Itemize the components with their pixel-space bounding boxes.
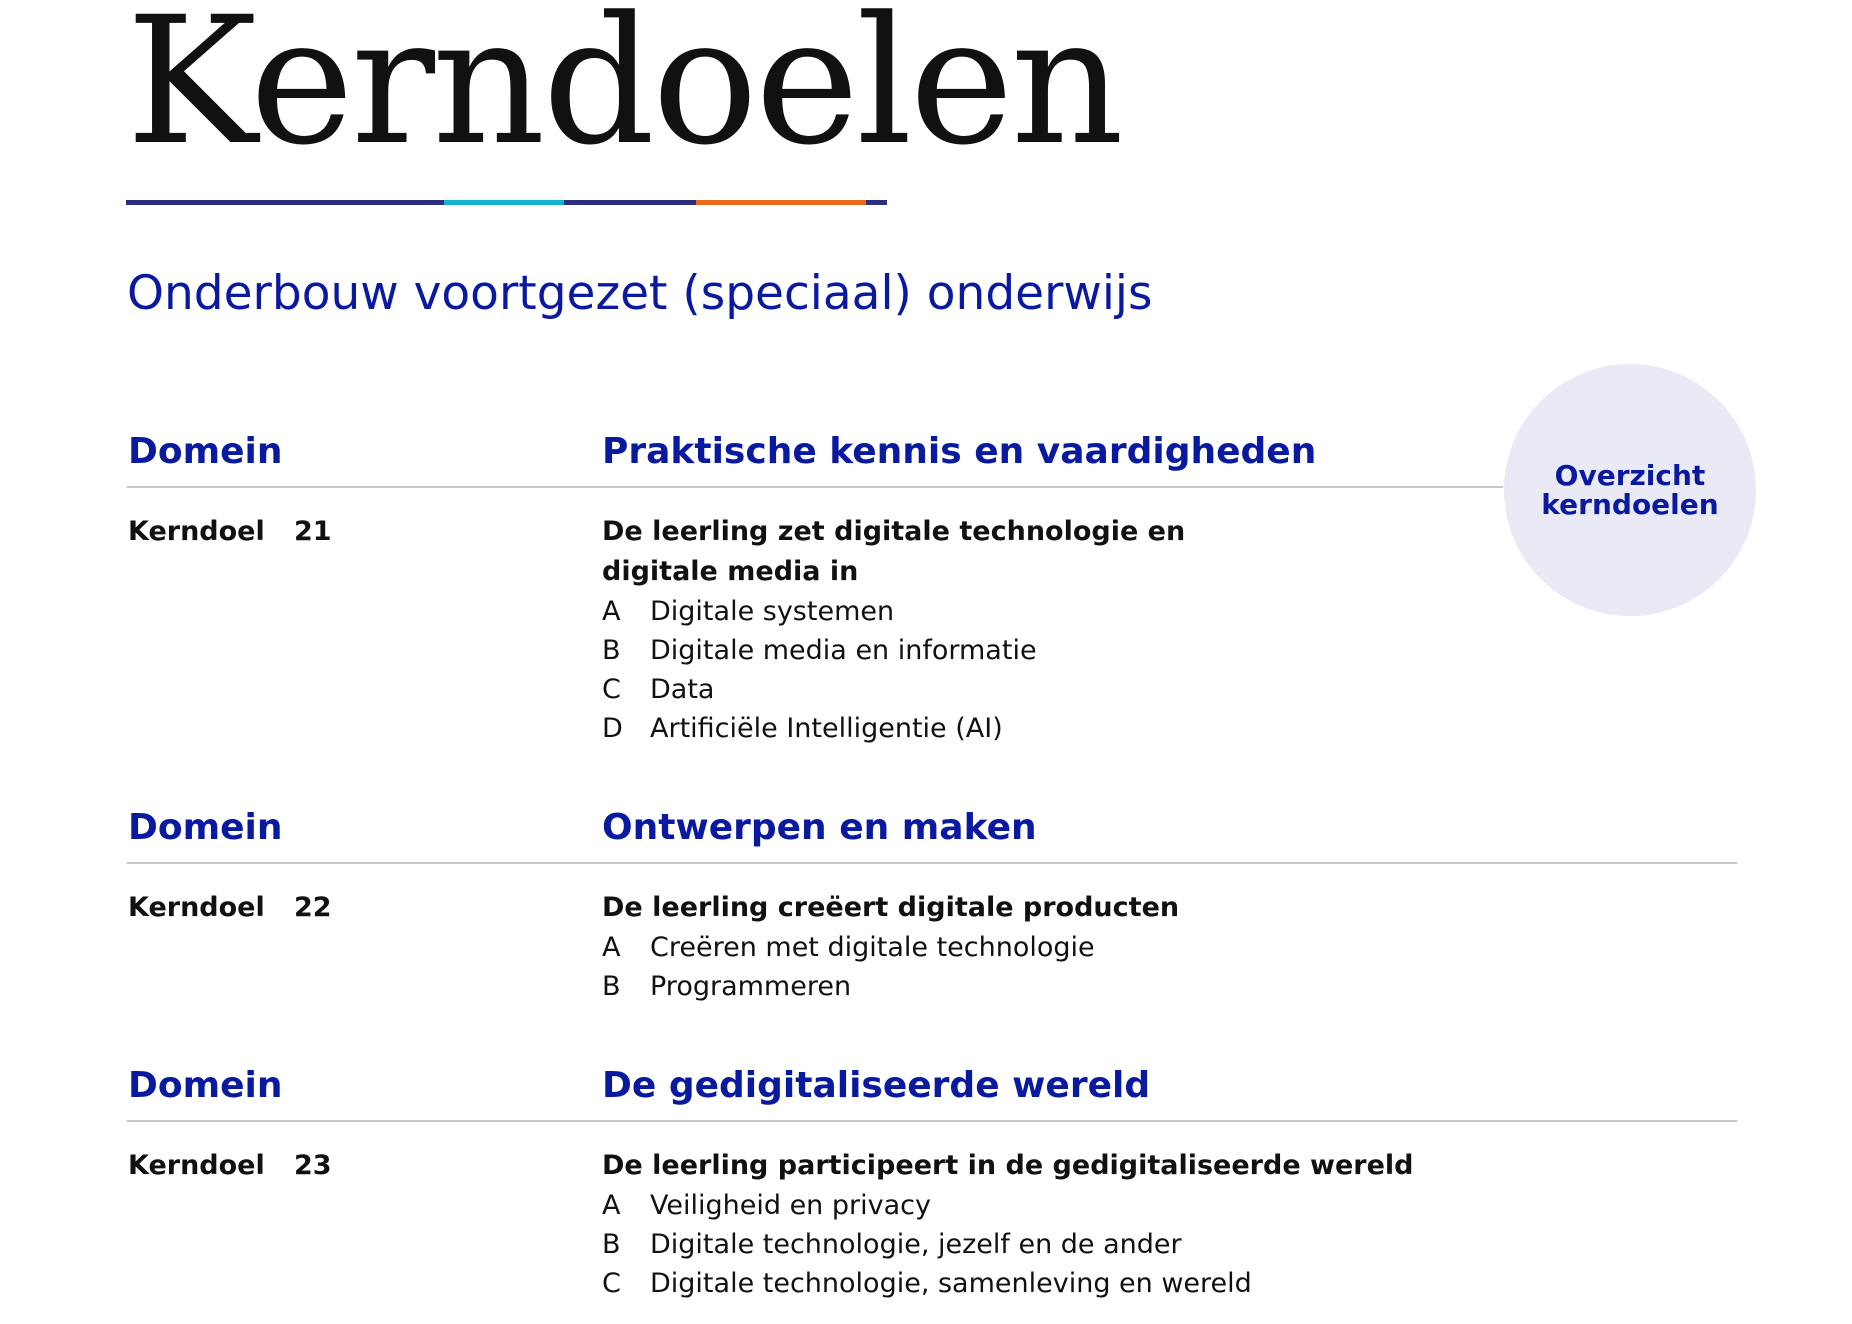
- item-letter: A: [602, 932, 621, 963]
- kerndoel-block: [127, 1146, 1737, 1303]
- domain-label: Domein: [128, 1065, 283, 1106]
- domain-header: [127, 806, 1737, 864]
- domain-section-praktische-kennis: [127, 430, 1503, 748]
- domain-section-gedigitaliseerde-wereld: [127, 1064, 1737, 1303]
- item-letter: B: [602, 635, 621, 666]
- item-text: Veiligheid en privacy: [650, 1190, 931, 1221]
- item-text: Digitale technologie, jezelf en de ander: [650, 1229, 1182, 1260]
- item-letter: C: [602, 674, 621, 705]
- list-item: [602, 592, 1202, 631]
- item-letter: A: [602, 1190, 621, 1221]
- page-subtitle: Onderbouw voortgezet (speciaal) onderwijs: [127, 266, 1153, 321]
- domain-header: [127, 430, 1503, 488]
- list-item: [602, 670, 1202, 709]
- item-text: Data: [650, 674, 715, 705]
- kerndoel-items: [602, 928, 1737, 1006]
- overview-kerndoelen-label: Overzicht kerndoelen: [1541, 458, 1719, 521]
- domain-label: Domein: [128, 807, 283, 848]
- kerndoel-text: De leerling creëert digitale producten: [602, 892, 1180, 923]
- item-text: Programmeren: [650, 971, 852, 1002]
- item-letter: D: [602, 713, 623, 744]
- domain-title: Ontwerpen en maken: [602, 807, 1037, 848]
- title-rule-segment: [696, 200, 866, 205]
- list-item: [602, 631, 1202, 670]
- title-rule-segment: [866, 200, 887, 205]
- domain-header: [127, 1064, 1737, 1122]
- list-item: [602, 1186, 1737, 1225]
- kerndoel-label: Kerndoel: [128, 516, 265, 547]
- kerndoel-block: [127, 512, 1503, 748]
- kerndoel-block: [127, 888, 1737, 1006]
- kerndoel-number: 21: [294, 516, 332, 547]
- item-text: Creëren met digitale technologie: [650, 932, 1095, 963]
- title-rule-segment: [126, 200, 444, 205]
- kerndoel-label: Kerndoel: [128, 892, 265, 923]
- kerndoel-number: 22: [294, 892, 332, 923]
- kerndoel-content: [602, 888, 1737, 1006]
- item-letter: A: [602, 596, 621, 627]
- kerndoel-text: De leerling zet digitale technologie en digitale media in: [602, 516, 1186, 587]
- kerndoel-content: [602, 1146, 1737, 1303]
- domain-title: De gedigitaliseerde wereld: [602, 1065, 1151, 1106]
- kerndoel-items: [602, 592, 1202, 748]
- kerndoel-text: De leerling participeert in de gedigitaliseerde wereld: [602, 1150, 1414, 1181]
- kerndoel-number: 23: [294, 1150, 332, 1181]
- page-title: Kerndoelen: [126, 0, 1121, 184]
- kerndoel-label: Kerndoel: [128, 1150, 265, 1181]
- domain-title: Praktische kennis en vaardigheden: [602, 431, 1317, 472]
- item-letter: C: [602, 1268, 621, 1299]
- title-rule-segment: [564, 200, 696, 205]
- item-text: Artificiële Intelligentie (AI): [650, 713, 1003, 744]
- list-item: [602, 709, 1202, 748]
- title-rule-segment: [444, 200, 564, 205]
- list-item: [602, 928, 1737, 967]
- list-item: [602, 1225, 1737, 1264]
- item-letter: B: [602, 971, 621, 1002]
- item-text: Digitale technologie, samenleving en wereld: [650, 1268, 1252, 1299]
- kerndoel-items: [602, 1186, 1737, 1303]
- item-letter: B: [602, 1229, 621, 1260]
- overview-kerndoelen-button[interactable]: [1504, 364, 1756, 616]
- title-rule: [126, 200, 887, 205]
- domain-section-ontwerpen-en-maken: [127, 806, 1737, 1006]
- kerndoel-content: [602, 512, 1202, 748]
- list-item: [602, 1264, 1737, 1303]
- list-item: [602, 967, 1737, 1006]
- item-text: Digitale systemen: [650, 596, 895, 627]
- item-text: Digitale media en informatie: [650, 635, 1037, 666]
- domain-label: Domein: [128, 431, 283, 472]
